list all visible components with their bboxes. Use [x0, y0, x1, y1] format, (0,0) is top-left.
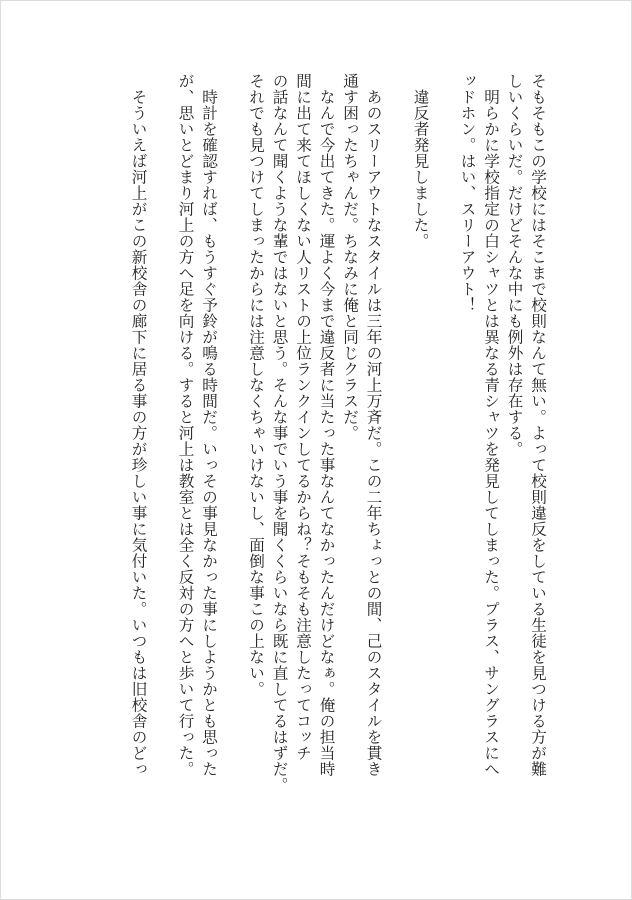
text-line-4: ッドホン。はい、スリーアウト！	[458, 73, 477, 313]
text-line-10: なんで今出てきた。運よく今まで違反者に当たった事なんてなかったんだけどなぁ。俺の担当時	[317, 73, 336, 777]
text-line-9: 通す困ったちゃんだ。ちなみに俺と同じクラスだ。	[341, 73, 359, 441]
vertical-text-body	[126, 73, 549, 833]
text-line-15: 時計を確認すれば、もうすぐ予鈴が鳴る時間だ。いっその事見なかった事にしようかとも思った	[200, 73, 218, 777]
text-line-8: あのスリーアウトなスタイルは三年の河上万斉だ。この二年ちょっとの間、己のスタイルを貫き	[364, 73, 383, 777]
text-line-18: そういえば河上がこの新校舎の廊下に居る事の方が珍しい事に気付いた。いつもは旧校舎のどっ	[129, 73, 148, 777]
text-line-6: 違反者発見しました。	[411, 73, 430, 249]
blank-line	[432, 73, 456, 833]
text-line-16: が、思いとどまり河上の方へ足を向ける。すると河上は教室とは全く反対の方へと歩いて行った。	[176, 73, 195, 777]
text-line-13: それでも見つけてしまったからには注意しなくちゃいけないし、面倒な事この上ない。	[247, 73, 265, 697]
blank-line	[220, 73, 244, 833]
text-line-2: しいくらいだ。だけどそんな中にも例外は存在する。	[505, 73, 524, 457]
blank-line	[150, 73, 174, 833]
text-line-3: 明らかに学校指定の白シャツとは異なる青シャツを発見してしまった。プラス、サングラスにへ	[482, 73, 500, 777]
text-line-11: 間に出て来てほしくない人リストの上位ランクインしてるからね？そもそも注意したってコッチ	[294, 73, 312, 761]
text-line-12: の話なんて聞くような輩ではないと思う。そんな事でいう事を聞くくらいなら既に直してるはずだ。	[270, 73, 289, 793]
text-line-1: そもそもこの学校にはそこまで校則なんて無い。よって校則違反をしている生徒を見つける方が難	[529, 73, 547, 777]
blank-line	[385, 73, 409, 833]
